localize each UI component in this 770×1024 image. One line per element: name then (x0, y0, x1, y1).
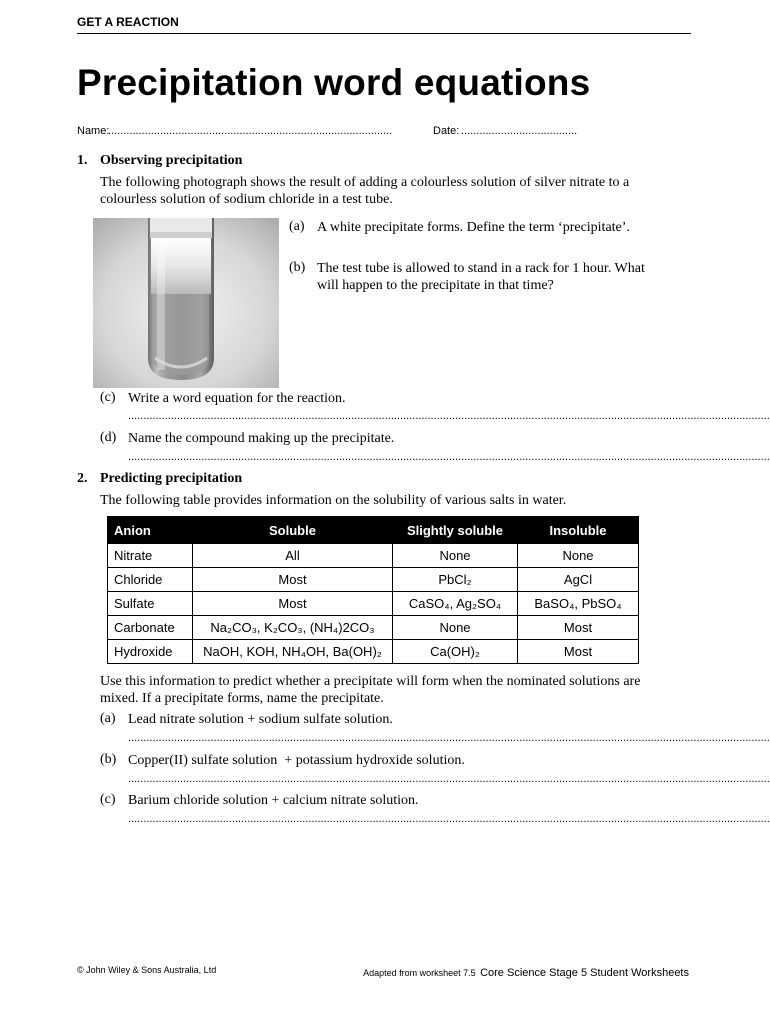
table-cell: BaSO₄, PbSO₄ (518, 592, 639, 616)
question-2c-label: (c) (100, 792, 116, 807)
date-field[interactable]: ...................................... (461, 125, 578, 137)
table-row (108, 544, 639, 568)
solubility-table (107, 516, 639, 664)
question-1b-text-line-1: The test tube is allowed to stand in a rack for 1 hour. What (317, 261, 645, 276)
answer-line-1d[interactable]: .................................................................................................................................................................................................................. (128, 451, 770, 463)
question-1b-text-line-2: will happen to the precipitate in that time? (317, 278, 554, 293)
header-divider (77, 33, 691, 34)
table-header-cell: Insoluble (518, 517, 639, 544)
footer-source (363, 963, 689, 981)
table-cell: Nitrate (108, 544, 193, 568)
question-2b-text: Copper(II) sulfate solution + potassium hydroxide solution. (128, 753, 465, 768)
question-1a-text: A white precipitate forms. Define the term ‘precipitate’. (317, 220, 630, 235)
question-1-number: 1. (77, 153, 88, 168)
table-cell: None (518, 544, 639, 568)
question-2b-label: (b) (100, 752, 117, 767)
table-cell: Chloride (108, 568, 193, 592)
table-cell: Sulfate (108, 592, 193, 616)
test-tube-photo (93, 218, 279, 388)
question-2-number: 2. (77, 471, 88, 486)
table-header-row (108, 517, 639, 544)
table-row (108, 592, 639, 616)
question-1a-label: (a) (289, 219, 305, 234)
table-cell: All (193, 544, 393, 568)
question-2-intro: The following table provides information on the solubility of various salts in water. (100, 493, 567, 508)
table-cell: None (393, 544, 518, 568)
table-cell: None (393, 616, 518, 640)
footer-copyright: © John Wiley & Sons Australia, Ltd (77, 965, 217, 975)
table-cell: Most (518, 616, 639, 640)
question-1c-label: (c) (100, 390, 116, 405)
table-cell: Most (193, 568, 393, 592)
question-2c-text: Barium chloride solution + calcium nitrate solution. (128, 793, 419, 808)
name-label: Name: (77, 125, 110, 137)
answer-line-2b[interactable]: .................................................................................................................................................................................................................. (128, 773, 770, 785)
footer-adapted-note: Adapted from worksheet 7.5 (363, 968, 476, 978)
table-cell: Most (518, 640, 639, 664)
question-1-intro-line-1: The following photograph shows the result of adding a colourless solution of silver nitrate to a (100, 175, 630, 190)
answer-line-2a[interactable]: .................................................................................................................................................................................................................. (128, 732, 770, 744)
table-cell: PbCl₂ (393, 568, 518, 592)
question-1c-text: Write a word equation for the reaction. (128, 391, 346, 406)
question-1-heading: Observing precipitation (100, 153, 243, 168)
question-2a-label: (a) (100, 711, 116, 726)
table-cell: Na₂CO₃, K₂CO₃, (NH₄)2CO₃ (193, 616, 393, 640)
table-header-cell: Soluble (193, 517, 393, 544)
footer-book-title: Core Science Stage 5 Student Worksheets (480, 967, 689, 979)
table-cell: Most (193, 592, 393, 616)
table-cell: Carbonate (108, 616, 193, 640)
question-2-heading: Predicting precipitation (100, 471, 243, 486)
table-cell: Hydroxide (108, 640, 193, 664)
table-cell: NaOH, KOH, NH₄OH, Ba(OH)₂ (193, 640, 393, 664)
section-header: GET A REACTION (77, 15, 179, 29)
question-2a-text: Lead nitrate solution + sodium sulfate solution. (128, 712, 393, 727)
question-1-intro-line-2: colourless solution of sodium chloride in a test tube. (100, 192, 393, 207)
table-cell: Ca(OH)₂ (393, 640, 518, 664)
table-row (108, 640, 639, 664)
table-row (108, 616, 639, 640)
question-1d-text: Name the compound making up the precipitate. (128, 431, 395, 446)
date-label: Date: (433, 125, 460, 137)
question-1d-label: (d) (100, 430, 117, 445)
question-2-instructions-line-2: mixed. If a precipitate forms, name the precipitate. (100, 691, 384, 706)
table-cell: CaSO₄, Ag₂SO₄ (393, 592, 518, 616)
table-cell: AgCl (518, 568, 639, 592)
table-header-cell: Anion (108, 517, 193, 544)
name-field[interactable]: ............................................................................................. (108, 125, 393, 137)
table-row (108, 568, 639, 592)
answer-line-1c[interactable]: .................................................................................................................................................................................................................. (128, 410, 770, 422)
page-title: Precipitation word equations (77, 62, 591, 103)
table-header-cell: Slightly soluble (393, 517, 518, 544)
question-1b-label: (b) (289, 260, 306, 275)
question-2-instructions-line-1: Use this information to predict whether a precipitate will form when the nominated solutions are (100, 674, 641, 689)
answer-line-2c[interactable]: .................................................................................................................................................................................................................. (128, 813, 770, 825)
